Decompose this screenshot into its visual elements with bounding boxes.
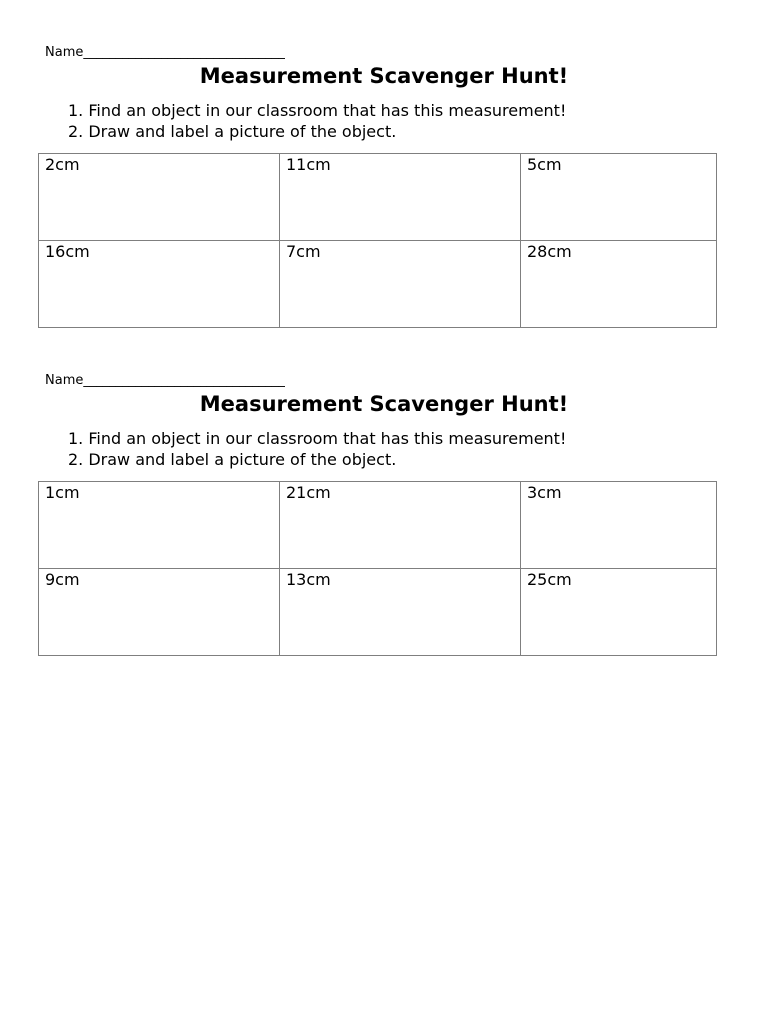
measurement-cell: 7cm <box>280 241 521 328</box>
instruction-step-2: 2. Draw and label a picture of the object. <box>68 450 397 469</box>
worksheet-title: Measurement Scavenger Hunt! <box>199 392 569 416</box>
measurement-cell: 9cm <box>39 569 280 656</box>
instructions-list <box>68 100 566 142</box>
table-row <box>39 241 717 328</box>
measurement-table <box>38 481 717 656</box>
table-row <box>39 482 717 569</box>
measurement-cell: 25cm <box>521 569 717 656</box>
measurement-cell: 2cm <box>39 154 280 241</box>
instruction-step-1: 1. Find an object in our classroom that has this measurement! <box>68 101 567 120</box>
instructions-list <box>68 428 566 470</box>
measurement-table <box>38 153 717 328</box>
name-line: Name_______________________________ <box>45 45 285 60</box>
measurement-cell: 28cm <box>521 241 717 328</box>
worksheet-title: Measurement Scavenger Hunt! <box>199 64 569 88</box>
measurement-cell: 21cm <box>280 482 521 569</box>
measurement-cell: 5cm <box>521 154 717 241</box>
measurement-cell: 11cm <box>280 154 521 241</box>
instruction-step-1: 1. Find an object in our classroom that has this measurement! <box>68 429 567 448</box>
name-line: Name_______________________________ <box>45 373 285 388</box>
instruction-step-2: 2. Draw and label a picture of the object. <box>68 122 397 141</box>
measurement-cell: 1cm <box>39 482 280 569</box>
measurement-cell: 13cm <box>280 569 521 656</box>
measurement-cell: 3cm <box>521 482 717 569</box>
table-row <box>39 154 717 241</box>
measurement-cell: 16cm <box>39 241 280 328</box>
table-row <box>39 569 717 656</box>
